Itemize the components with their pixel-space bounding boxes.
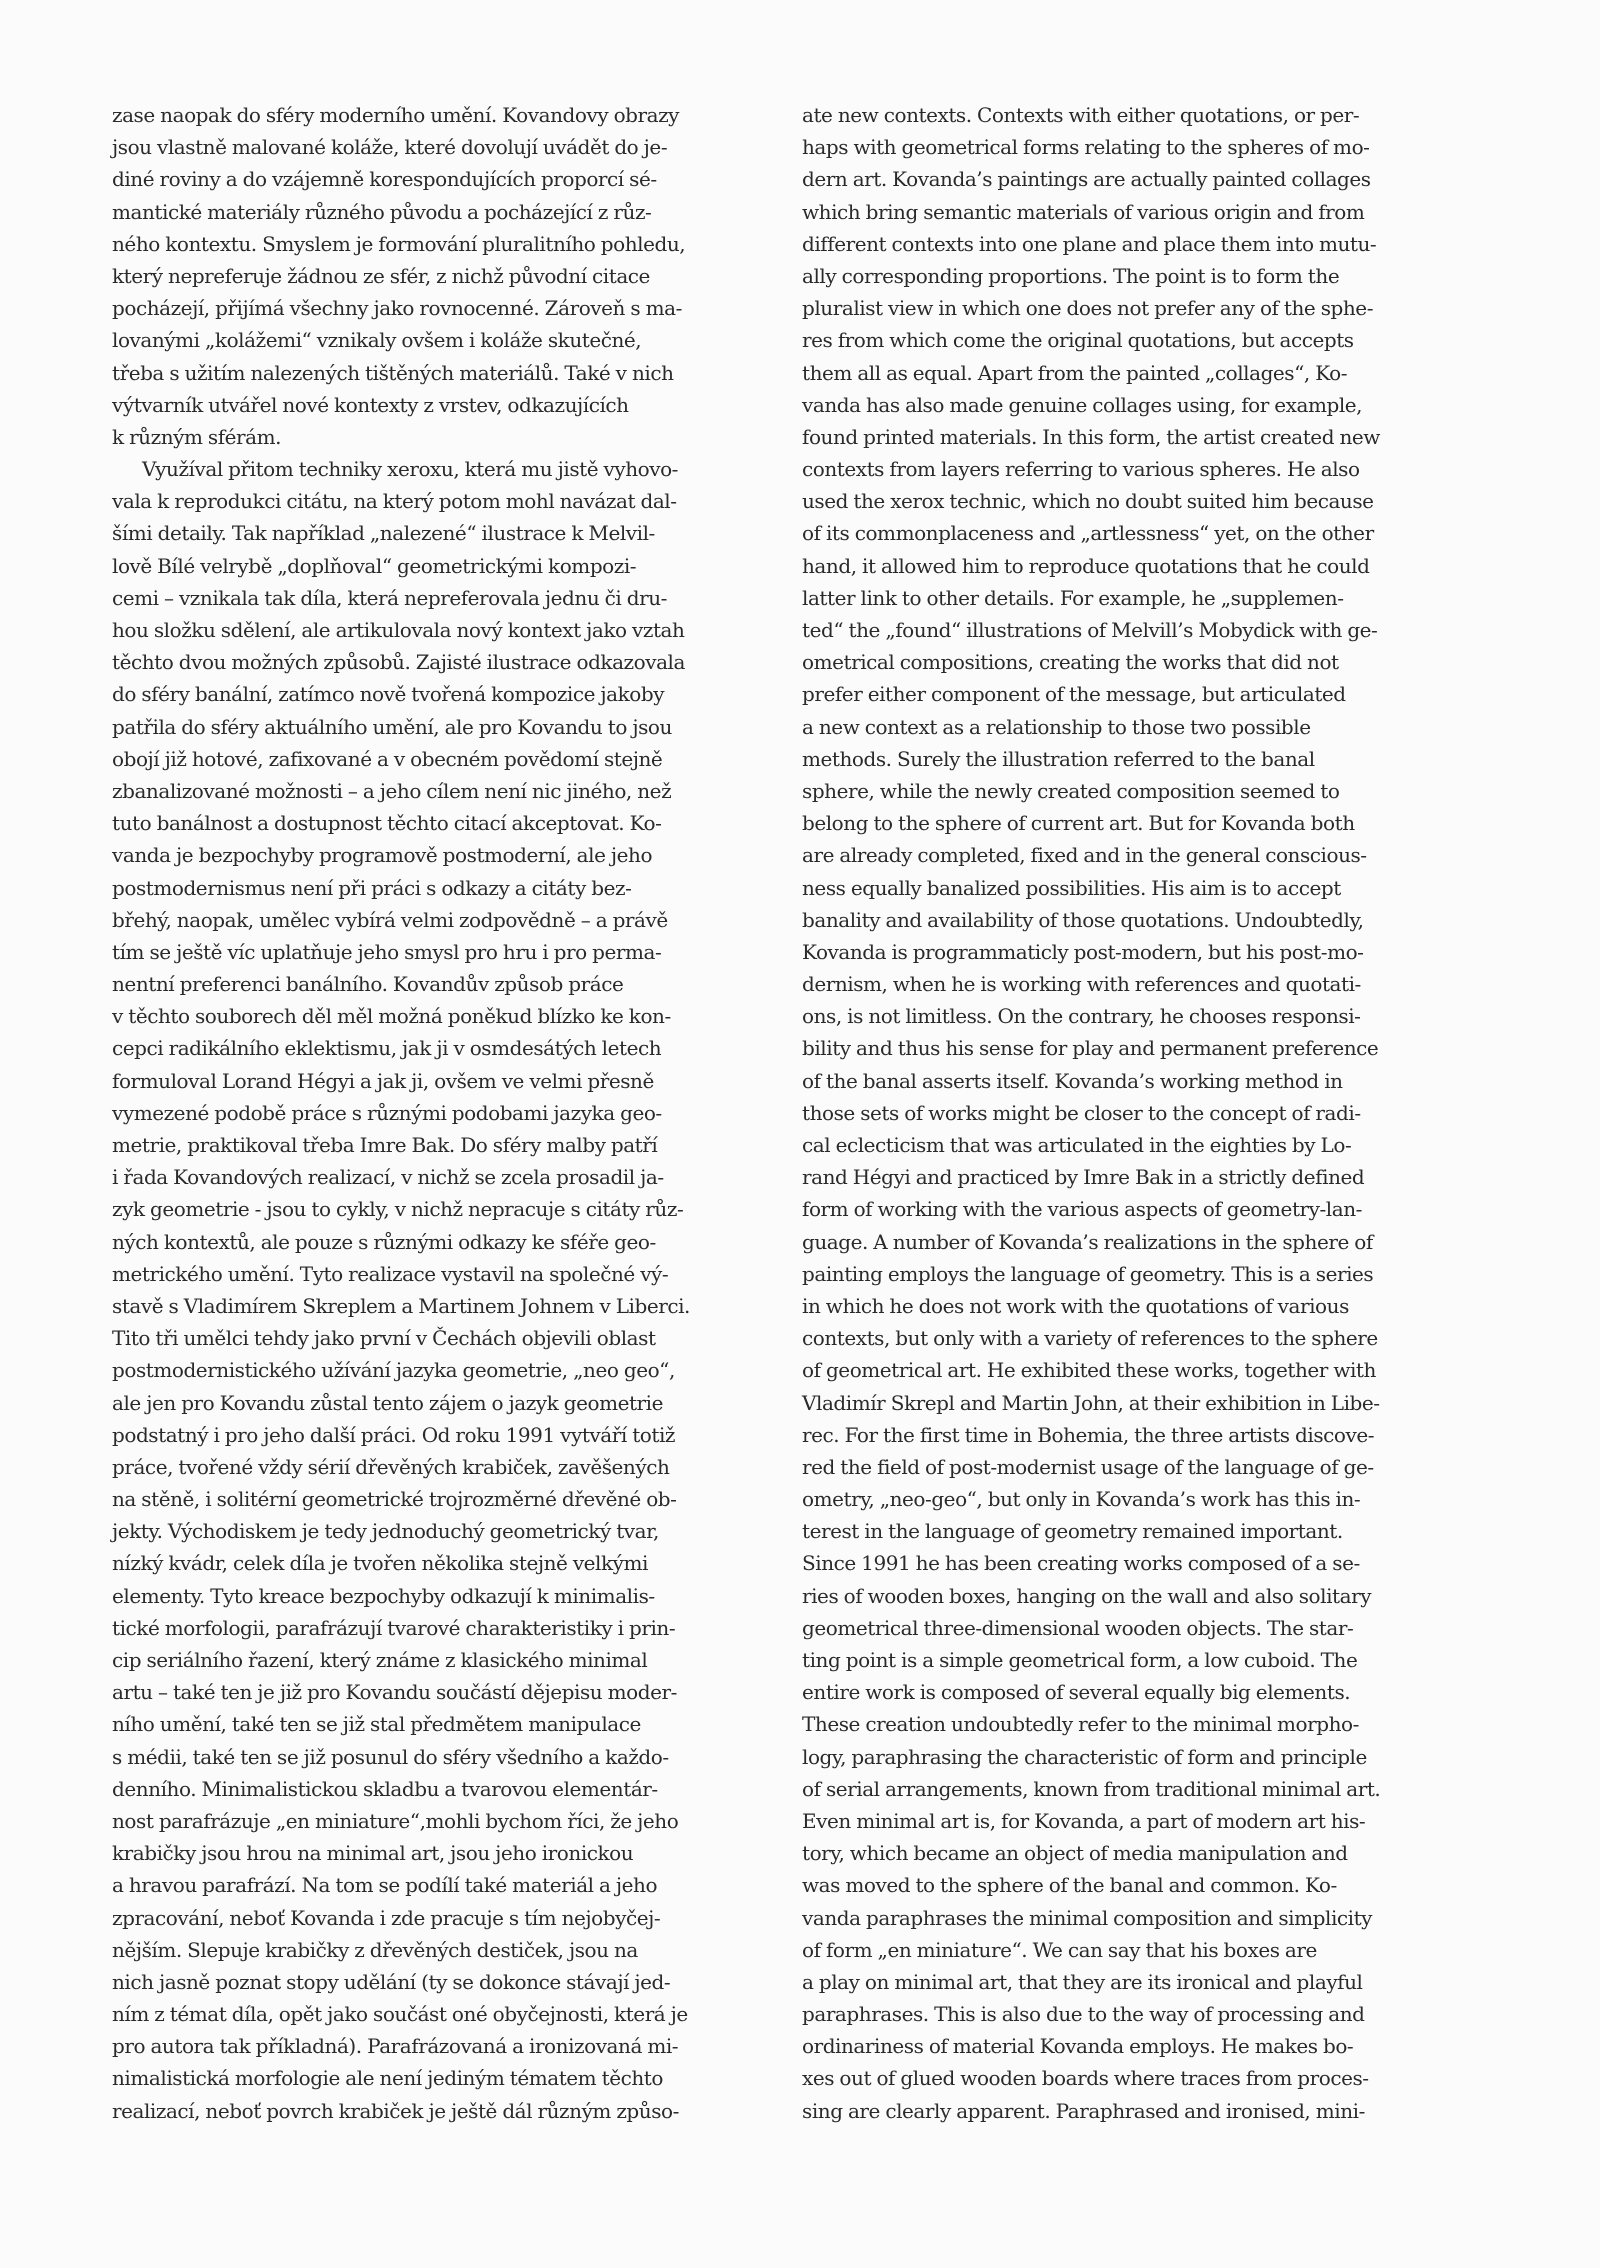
- text-line: of form „en miniature“. We can say that his boxes are: [802, 1937, 1317, 1962]
- text-line: i řada Kovandových realizací, v nichž se zcela prosadil ja-: [112, 1165, 664, 1190]
- text-line: hou složku sdělení, ale artikulovala nový kontext jako vztah: [112, 618, 685, 642]
- text-line: ometrical compositions, creating the works that did not: [802, 650, 1339, 675]
- text-line: patřila do sféry aktuálního umění, ale pro Kovandu to jsou: [112, 714, 672, 739]
- text-line: artu – také ten je již pro Kovandu součástí dějepisu moder-: [112, 1680, 677, 1705]
- text-line: cemi – vznikala tak díla, která nepreferovala jednu či dru-: [112, 585, 667, 610]
- text-line: na stěně, i solitérní geometrické trojrozměrné dřevěné ob-: [112, 1487, 677, 1512]
- text-line: cip seriálního řazení, který známe z klasického minimal: [112, 1648, 648, 1672]
- text-line: zyk geometrie - jsou to cykly, v nichž nepracuje s citáty růz-: [112, 1197, 684, 1222]
- text-line: Vladimír Skrepl and Martin John, at their exhibition in Libe-: [802, 1390, 1380, 1415]
- text-line: bility and thus his sense for play and permanent preference: [802, 1036, 1379, 1061]
- text-line: zpracování, neboť Kovanda i zde pracuje s tím nejobyčej-: [112, 1905, 661, 1930]
- text-line: ného kontextu. Smyslem je formování pluralitního pohledu,: [112, 231, 686, 256]
- text-line: different contexts into one plane and place them into mutu-: [802, 231, 1377, 256]
- text-line: v těchto souborech děl měl možná poněkud blízko ke kon-: [112, 1004, 671, 1029]
- text-line: stavě s Vladimírem Skreplem a Martinem Johnem v Liberci.: [112, 1293, 690, 1318]
- text-line: krabičky jsou hrou na minimal art, jsou jeho ironickou: [112, 1841, 634, 1866]
- text-line: of geometrical art. He exhibited these works, together with: [802, 1358, 1376, 1383]
- text-line: cepci radikálního eklektismu, jak ji v osmdesátých letech: [112, 1036, 662, 1061]
- text-line: vymezené podobě práce s různými podobami jazyka geo-: [112, 1100, 662, 1125]
- text-line: výtvarník utvářel nové kontexty z vrstev, odkazujících: [112, 392, 629, 417]
- text-line: terest in the language of geometry remained important.: [802, 1519, 1343, 1544]
- text-line: nějším. Slepuje krabičky z dřevěných destiček, jsou na: [112, 1937, 638, 1962]
- text-line: contexts, but only with a variety of references to the sphere: [802, 1326, 1378, 1351]
- text-line: of its commonplaceness and „artlessness“ yet, on the other: [802, 521, 1374, 546]
- text-line: ons, is not limitless. On the contrary, he chooses responsi-: [802, 1004, 1361, 1029]
- text-line: lovanými „kolážemi“ vznikaly ovšem i koláže skutečné,: [112, 328, 642, 353]
- text-line: formuloval Lorand Hégyi a jak ji, ovšem ve velmi přesně: [112, 1068, 654, 1093]
- text-line: metrického umění. Tyto realizace vystavil na společné vý-: [112, 1261, 669, 1286]
- text-line: nimalistická morfologie ale není jediným tématem těchto: [112, 2066, 663, 2091]
- text-line: haps with geometrical forms relating to the spheres of mo-: [802, 135, 1370, 160]
- text-line: elementy. Tyto kreace bezpochyby odkazují k minimalis-: [112, 1583, 655, 1608]
- text-line: těchto dvou možných způsobů. Zajisté ilustrace odkazovala: [112, 650, 685, 675]
- text-line: šími detaily. Tak například „nalezené“ ilustrace k Melvil-: [112, 521, 655, 546]
- text-line: geometrical three-dimensional wooden objects. The star-: [802, 1615, 1354, 1640]
- text-line: do sféry banální, zatímco nově tvořená kompozice jakoby: [112, 682, 665, 707]
- text-line: nízký kvádr, celek díla je tvořen několika stejně velkými: [112, 1551, 648, 1576]
- text-line: methods. Surely the illustration referred to the banal: [802, 746, 1315, 771]
- english-text-column: [802, 99, 1482, 2127]
- text-line: zbanalizované možnosti – a jeho cílem není nic jiného, než: [112, 778, 672, 803]
- text-line: pro autora tak příkladná). Parafrázovaná a ironizovaná mi-: [112, 2034, 679, 2059]
- text-line: guage. A number of Kovanda’s realizations in the sphere of: [802, 1229, 1373, 1254]
- text-line: Kovanda is programmaticly post-modern, but his post-mo-: [802, 939, 1364, 964]
- text-line: postmodernistického užívání jazyka geometrie, „neo geo“,: [112, 1358, 675, 1383]
- text-line: Even minimal art is, for Kovanda, a part of modern art his-: [802, 1808, 1366, 1833]
- text-line: nost parafrázuje „en miniature“,mohli bychom říci, že jeho: [112, 1808, 679, 1833]
- text-line: found printed materials. In this form, the artist created new: [802, 424, 1380, 449]
- text-line: pocházejí, přijímá všechny jako rovnocenné. Zároveň s ma-: [112, 296, 682, 321]
- text-line: ted“ the „found“ illustrations of Melvill’s Mobydick with ge-: [802, 618, 1378, 642]
- text-line: a new context as a relationship to those two possible: [802, 714, 1311, 739]
- text-line: res from which come the original quotations, but accepts: [802, 328, 1354, 353]
- text-line: which bring semantic materials of various origin and from: [802, 199, 1365, 224]
- text-line: ate new contexts. Contexts with either quotations, or per-: [802, 103, 1360, 127]
- text-line: s médii, také ten se již posunul do sféry všedního a každo-: [112, 1744, 669, 1769]
- text-line: podstatný i pro jeho další práci. Od roku 1991 vytváří totiž: [112, 1422, 676, 1447]
- text-line: a play on minimal art, that they are its ironical and playful: [802, 1969, 1363, 1994]
- text-line: nich jasně poznat stopy udělání (ty se dokonce stávají jed-: [112, 1969, 671, 1994]
- text-line: mantické materiály různého původu a pocházející z růz-: [112, 199, 652, 224]
- text-line: k různým sférám.: [112, 424, 282, 449]
- text-line: tické morfologii, parafrázují tvarové charakteristiky i prin-: [112, 1615, 676, 1640]
- text-line: logy, paraphrasing the characteristic of form and principle: [802, 1744, 1367, 1769]
- text-line: břehý, naopak, umělec vybírá velmi zodpovědně – a právě: [112, 907, 668, 932]
- text-line: entire work is composed of several equally big elements.: [802, 1680, 1351, 1705]
- text-line: metrie, praktikoval třeba Imre Bak. Do sféry malby patří: [112, 1133, 658, 1157]
- text-line: sing are clearly apparent. Paraphrased and ironised, mini-: [802, 2098, 1365, 2123]
- text-line: prefer either component of the message, but articulated: [802, 682, 1346, 707]
- text-line: was moved to the sphere of the banal and common. Ko-: [802, 1873, 1337, 1898]
- text-line: form of working with the various aspects of geometry-lan-: [802, 1197, 1362, 1222]
- text-line: realizací, neboť povrch krabiček je ještě dál různým způso-: [112, 2098, 679, 2123]
- text-line: dern art. Kovanda’s paintings are actually painted collages: [802, 167, 1371, 192]
- text-line: in which he does not work with the quotations of various: [802, 1293, 1349, 1318]
- text-line: tory, which became an object of media manipulation and: [802, 1841, 1348, 1866]
- text-line: ting point is a simple geometrical form, a low cuboid. The: [802, 1648, 1358, 1672]
- text-line: třeba s užitím nalezených tištěných materiálů. Také v nich: [112, 360, 674, 385]
- text-line: Využíval přitom techniky xeroxu, která mu jistě vyhovo-: [142, 457, 678, 482]
- text-line: red the field of post-modernist usage of the language of ge-: [802, 1454, 1374, 1479]
- text-line: ního umění, také ten se již stal předmětem manipulace: [112, 1712, 641, 1737]
- text-line: vanda paraphrases the minimal composition and simplicity: [802, 1905, 1373, 1930]
- text-line: diné roviny a do vzájemně korespondujících proporcí sé-: [112, 167, 657, 192]
- text-line: lově Bílé velrybě „doplňoval“ geometrickými kompozi-: [112, 553, 637, 578]
- text-line: tím se ještě víc uplatňuje jeho smysl pro hru i pro perma-: [112, 939, 662, 964]
- text-line: rand Hégyi and practiced by Imre Bak in a strictly defined: [802, 1165, 1365, 1190]
- text-line: pluralist view in which one does not prefer any of the sphe-: [802, 296, 1373, 321]
- text-line: vala k reprodukci citátu, na který potom mohl navázat dal-: [112, 489, 677, 514]
- text-line: jekty. Východiskem je tedy jednoduchý geometrický tvar,: [112, 1519, 659, 1544]
- text-line: jsou vlastně malované koláže, které dovolují uvádět do je-: [112, 135, 668, 160]
- text-line: Since 1991 he has been creating works composed of a se-: [802, 1551, 1360, 1576]
- text-line: those sets of works might be closer to the concept of radi-: [802, 1100, 1361, 1125]
- text-line: ness equally banalized possibilities. His aim is to accept: [802, 875, 1341, 900]
- text-line: vanda je bezpochyby programově postmoderní, ale jeho: [112, 843, 653, 868]
- text-line: xes out of glued wooden boards where traces from proces-: [802, 2066, 1369, 2091]
- text-line: These creation undoubtedly refer to the minimal morpho-: [802, 1712, 1359, 1737]
- text-line: latter link to other details. For example, he „supplemen-: [802, 585, 1344, 610]
- text-line: který nepreferuje žádnou ze sfér, z nichž původní citace: [112, 263, 650, 288]
- text-line: a hravou parafrází. Na tom se podílí také materiál a jeho: [112, 1873, 658, 1898]
- text-line: ries of wooden boxes, hanging on the wall and also solitary: [802, 1583, 1372, 1608]
- text-line: vanda has also made genuine collages using, for example,: [802, 392, 1363, 417]
- text-line: are already completed, fixed and in the general conscious-: [802, 843, 1367, 868]
- czech-text-column: [112, 99, 782, 2127]
- text-line: contexts from layers referring to various spheres. He also: [802, 457, 1360, 482]
- text-line: tuto banálnost a dostupnost těchto citací akceptovat. Ko-: [112, 811, 662, 836]
- text-line: rec. For the first time in Bohemia, the three artists discove-: [802, 1422, 1375, 1447]
- text-line: ometry, „neo-geo“, but only in Kovanda’s work has this in-: [802, 1487, 1361, 1512]
- text-line: ordinariness of material Kovanda employs. He makes bo-: [802, 2034, 1354, 2059]
- text-line: banality and availability of those quotations. Undoubtedly,: [802, 907, 1364, 932]
- text-line: postmodernismus není při práci s odkazy a citáty bez-: [112, 875, 632, 900]
- text-line: zase naopak do sféry moderního umění. Kovandovy obrazy: [112, 103, 680, 127]
- text-line: nentní preferenci banálního. Kovandův způsob práce: [112, 972, 624, 997]
- text-line: cal eclecticism that was articulated in the eighties by Lo-: [802, 1133, 1352, 1157]
- text-line: of serial arrangements, known from traditional minimal art.: [802, 1776, 1381, 1801]
- text-line: belong to the sphere of current art. But for Kovanda both: [802, 811, 1355, 836]
- text-line: hand, it allowed him to reproduce quotations that he could: [802, 553, 1370, 578]
- text-line: painting employs the language of geometry. This is a series: [802, 1261, 1374, 1286]
- text-line: ných kontextů, ale pouze s různými odkazy ke sféře geo-: [112, 1229, 656, 1254]
- text-line: of the banal asserts itself. Kovanda’s working method in: [802, 1068, 1343, 1093]
- text-line: ally corresponding proportions. The point is to form the: [802, 263, 1340, 288]
- text-line: denního. Minimalistickou skladbu a tvarovou elementár-: [112, 1776, 658, 1801]
- text-line: dernism, when he is working with references and quotati-: [802, 972, 1361, 997]
- text-line: ním z témat díla, opět jako součást oné obyčejnosti, která je: [112, 2002, 688, 2027]
- text-line: ale jen pro Kovandu zůstal tento zájem o jazyk geometrie: [112, 1390, 663, 1415]
- text-line: paraphrases. This is also due to the way of processing and: [802, 2002, 1365, 2027]
- text-line: práce, tvořené vždy sérií dřevěných krabiček, zavěšených: [112, 1454, 670, 1479]
- text-line: Tito tři umělci tehdy jako první v Čechách objevili oblast: [112, 1326, 656, 1351]
- text-line: them all as equal. Apart from the painted „collages“, Ko-: [802, 360, 1348, 385]
- text-line: sphere, while the newly created composition seemed to: [802, 778, 1340, 803]
- text-line: used the xerox technic, which no doubt suited him because: [802, 489, 1374, 514]
- text-line: obojí již hotové, zafixované a v obecném povědomí stejně: [112, 746, 663, 771]
